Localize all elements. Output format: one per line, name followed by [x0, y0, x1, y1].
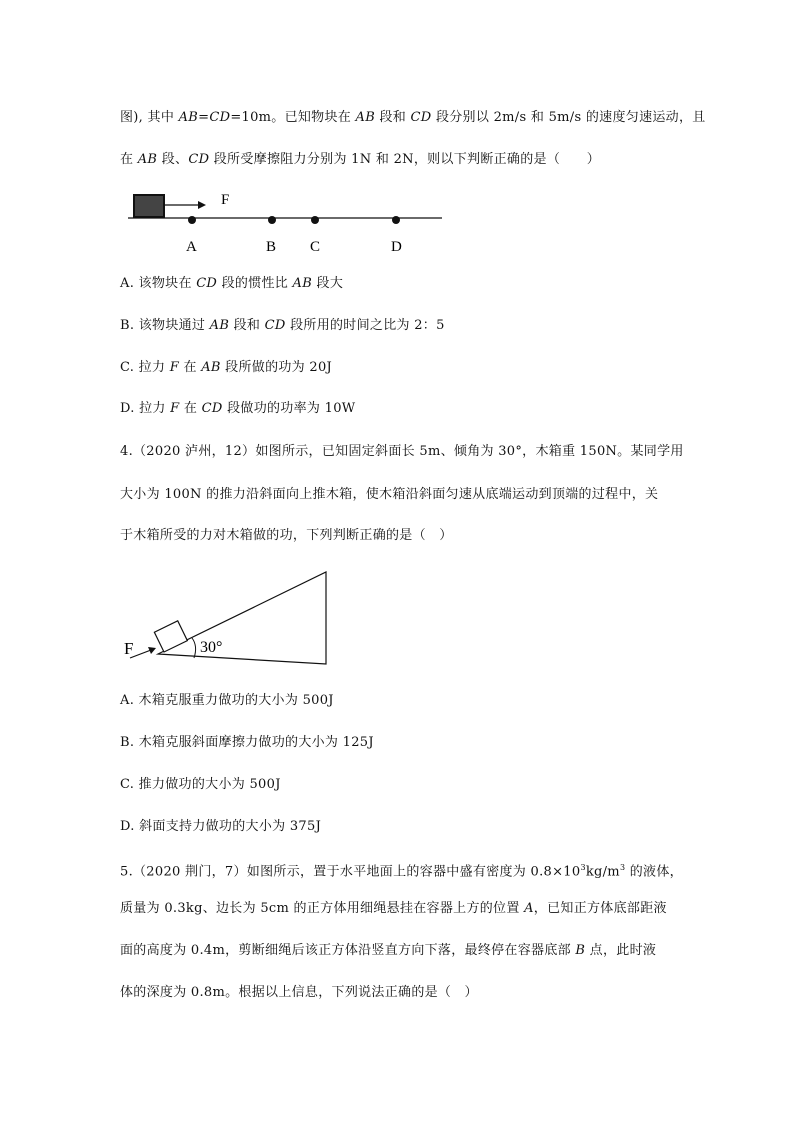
- angle-label: 30°: [200, 639, 223, 656]
- var: F: [170, 401, 180, 416]
- p5-line-1: [120, 860, 683, 880]
- p4-option-a: A. 木箱克服重力做功的大小为 500J: [120, 693, 334, 708]
- force-arrowhead: [198, 201, 206, 209]
- text: 点，此时液: [585, 943, 657, 958]
- var: F: [169, 360, 180, 375]
- text: 图), 其中: [120, 110, 179, 125]
- force-label: F: [221, 192, 230, 208]
- point-b-dot: [268, 216, 276, 224]
- p4-line-3: 于木箱所受的力对木箱做的功，下列判断正确的是（ ）: [120, 528, 453, 543]
- text: 段所做的功为 20J: [220, 360, 333, 375]
- point-d-label: D: [391, 239, 402, 255]
- text: kg/m: [585, 864, 620, 880]
- var: B: [575, 943, 586, 958]
- p4-option-c: C. 推力做功的大小为 500J: [120, 777, 281, 792]
- var: CD: [201, 401, 223, 416]
- text: 段和: [375, 110, 411, 125]
- var: AB: [137, 152, 158, 167]
- text: 面的高度为 0.4m，剪断细绳后该正方体沿竖直方向下落，最终停在容器底部: [120, 943, 576, 958]
- p4-line-1: 4.（2020 泸州，12）如图所示，已知固定斜面长 5m、倾角为 30°，木箱重 150N。某同学用: [120, 444, 684, 459]
- var: CD: [196, 276, 218, 291]
- var: AB: [292, 276, 313, 291]
- text: 的液体，: [625, 864, 683, 880]
- text: 段大: [312, 276, 344, 291]
- text: 段所受摩擦阻力分别为 1N 和 2N，则以下判断正确的是（ ）: [209, 152, 601, 167]
- text: 在: [120, 152, 138, 167]
- p4-option-b: B. 木箱克服斜面摩擦力做功的大小为 125J: [120, 735, 374, 750]
- text: 段做功的功率为 10W: [222, 401, 356, 416]
- text: 质量为 0.3kg、边长为 5cm 的正方体用细绳悬挂在容器上方的位置: [120, 901, 525, 916]
- p3-option-d: [120, 401, 355, 417]
- p4-option-d: D. 斜面支持力做功的大小为 375J: [120, 819, 322, 834]
- text: 段、: [157, 152, 189, 167]
- p3-option-a: [120, 276, 343, 292]
- text: 段的惯性比: [217, 276, 293, 291]
- var: AB: [355, 110, 376, 125]
- var: CD: [188, 152, 210, 167]
- text: D. 拉力: [120, 401, 171, 416]
- var: AB: [178, 110, 199, 125]
- point-d-dot: [392, 216, 400, 224]
- point-a-label: A: [186, 239, 197, 255]
- text: 段分别以 2m/s 和 5m/s 的速度匀速运动，且: [431, 110, 706, 125]
- p4-line-2: 大小为 100N 的推力沿斜面向上推木箱，使木箱沿斜面匀速从底端运动到顶端的过程中，关: [120, 487, 659, 502]
- p3-option-b: [120, 318, 445, 334]
- p5-line-2: [120, 901, 667, 917]
- text: 在: [179, 360, 202, 375]
- p3-line-2: [120, 152, 600, 168]
- text: 段和: [229, 318, 265, 333]
- text: =10m。已知物块在: [230, 110, 356, 125]
- var: AB: [209, 318, 230, 333]
- var: CD: [209, 110, 231, 125]
- text: 5.（2020 荆门，7）如图所示，置于水平地面上的容器中盛有密度为 0.8×10: [120, 864, 581, 880]
- block: [134, 195, 164, 217]
- p5-line-4: 体的深度为 0.8m。根据以上信息，下列说法正确的是（ ）: [120, 985, 478, 1000]
- angle-arc: [192, 638, 196, 658]
- var: CD: [264, 318, 286, 333]
- p3-option-c: [120, 360, 332, 376]
- exponent: 3: [619, 863, 626, 872]
- p5-line-3: [120, 943, 656, 959]
- point-a-dot: [188, 216, 196, 224]
- point-c-dot: [311, 216, 319, 224]
- track-diagram: [126, 184, 446, 260]
- incline-triangle: [158, 572, 326, 664]
- text: ，已知正方体底部距液: [533, 901, 667, 916]
- text: A. 该物块在: [120, 276, 197, 291]
- point-c-label: C: [310, 239, 321, 255]
- exponent: 3: [580, 863, 586, 872]
- text: B. 该物块通过: [120, 318, 210, 333]
- var: AB: [201, 360, 221, 375]
- var: CD: [410, 110, 432, 125]
- box-on-incline: [154, 621, 187, 652]
- push-force-label: F: [124, 639, 134, 658]
- incline-diagram: [118, 566, 338, 670]
- text: 段所用的时间之比为 2：5: [285, 318, 445, 333]
- text: =: [198, 110, 210, 125]
- point-b-label: B: [266, 239, 277, 255]
- var: A: [524, 901, 534, 916]
- text: C. 拉力: [120, 360, 170, 375]
- p3-line-1: [120, 110, 706, 126]
- text: 在: [179, 401, 202, 416]
